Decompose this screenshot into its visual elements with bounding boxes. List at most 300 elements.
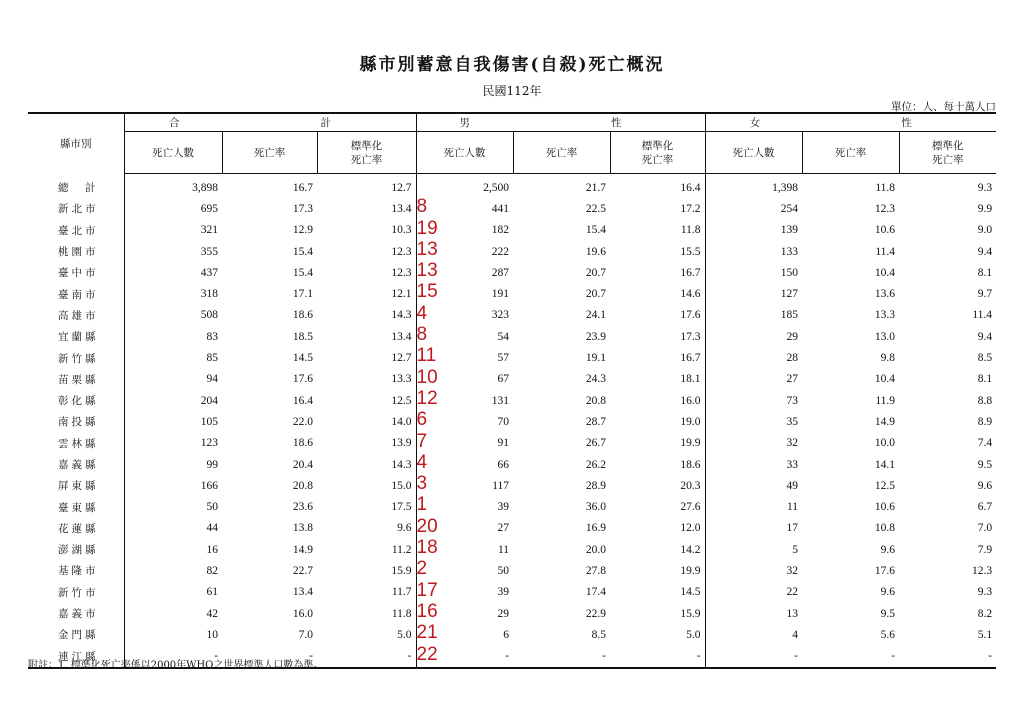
male-rate: 19.6: [585, 245, 607, 258]
male-std-rate: 16.0: [680, 394, 701, 407]
total-deaths: 85: [206, 352, 218, 365]
col-female-std-rate: 標準化 死亡率: [899, 132, 996, 174]
male-deaths: 27: [497, 522, 510, 535]
rank-annotation: 16: [416, 600, 438, 622]
total-deaths: 437: [200, 266, 218, 279]
male-deaths-cell: [416, 496, 513, 517]
table-row: [28, 518, 996, 539]
male-deaths-cell: [416, 451, 513, 475]
total-rate: 15.4: [292, 245, 313, 258]
rank-annotation: 2: [416, 558, 428, 580]
total-std-rate: 14.3: [391, 458, 412, 471]
male-deaths: 29: [497, 607, 510, 620]
rank-annotation: 7: [416, 430, 428, 452]
total-rate: 16.4: [292, 394, 313, 407]
male-deaths-cell: [416, 624, 513, 645]
male-deaths-cell: [416, 560, 513, 581]
total-deaths: 123: [200, 437, 218, 450]
male-std-rate: 15.9: [680, 607, 701, 620]
male-deaths: 91: [497, 437, 510, 450]
female-rate: 17.6: [874, 564, 896, 577]
female-deaths: 29: [705, 326, 802, 347]
rank-annotation: 11: [416, 345, 437, 367]
female-deaths: 133: [705, 241, 802, 262]
table-row: [28, 369, 996, 390]
male-std-rate: 14.6: [680, 288, 701, 301]
female-deaths: 35: [705, 411, 802, 432]
unit-label: 單位：人、每十萬人口: [891, 101, 996, 113]
total-std-rate: 12.7: [391, 181, 412, 194]
total-deaths: 50: [206, 501, 218, 514]
male-std-rate: 5.0: [686, 628, 701, 641]
county-name: 嘉義縣: [28, 454, 124, 475]
total-std-rate: 12.3: [391, 245, 412, 258]
male-rate: 22.5: [585, 202, 607, 215]
rank-annotation: 6: [416, 409, 428, 431]
male-rate: 15.4: [585, 224, 607, 237]
female-rate: 9.8: [880, 352, 896, 365]
male-deaths: 6: [503, 628, 510, 641]
group-header-total: 合 計: [124, 113, 416, 132]
col-total-rate: 死亡率: [222, 132, 317, 174]
table-row: [28, 283, 996, 304]
male-std-rate: -: [610, 646, 705, 668]
female-rate: 10.4: [874, 266, 896, 279]
total-rate: 14.5: [292, 352, 313, 365]
county-name: 高雄市: [28, 305, 124, 326]
total-rate: 17.6: [292, 373, 313, 386]
county-name: 總 計: [28, 174, 124, 199]
female-std-rate: -: [899, 646, 996, 668]
female-rate: 14.9: [874, 415, 896, 428]
total-std-rate: -: [317, 646, 416, 668]
total-deaths: 508: [200, 309, 218, 322]
female-deaths: 1,398: [705, 174, 802, 199]
total-deaths: 99: [206, 458, 218, 471]
male-rate: 24.3: [585, 373, 607, 386]
female-rate: 9.6: [880, 543, 896, 556]
rank-annotation: 21: [416, 622, 438, 644]
male-rate: 19.1: [585, 352, 607, 365]
male-rate: -: [513, 646, 610, 668]
county-name: 基隆市: [28, 560, 124, 581]
county-name: 屏東縣: [28, 475, 124, 496]
county-name: 連江縣: [28, 646, 124, 668]
male-deaths-cell: [416, 326, 513, 347]
male-deaths-cell: [416, 411, 513, 432]
female-rate: 11.4: [875, 245, 896, 258]
female-rate: 13.3: [874, 309, 896, 322]
total-deaths: 355: [200, 245, 218, 258]
rank-annotation: 10: [416, 366, 438, 388]
female-deaths: 5: [705, 539, 802, 560]
table-row: [28, 326, 996, 347]
female-std-rate: 8.1: [977, 373, 993, 386]
male-deaths-cell: [416, 475, 513, 496]
rank-annotation: 13: [416, 238, 438, 260]
male-deaths: 323: [491, 309, 510, 322]
male-deaths-cell: [416, 174, 513, 199]
male-deaths: 11: [497, 543, 510, 556]
male-rate: 22.9: [585, 607, 607, 620]
total-rate: 15.4: [292, 266, 313, 279]
total-rate: 18.6: [292, 309, 313, 322]
total-deaths: 16: [206, 543, 218, 556]
table-row: [28, 560, 996, 581]
rank-annotation: 22: [416, 643, 438, 665]
male-rate: 24.1: [585, 309, 607, 322]
female-std-rate: 6.7: [977, 501, 993, 514]
table-row: [28, 496, 996, 517]
female-deaths: 28: [705, 347, 802, 368]
female-deaths: 33: [705, 454, 802, 475]
total-rate: 16.0: [292, 607, 313, 620]
male-rate: 20.8: [585, 394, 607, 407]
male-rate: 27.8: [585, 564, 607, 577]
male-deaths-cell: [416, 283, 513, 304]
female-rate: -: [802, 646, 899, 668]
county-name: 金門縣: [28, 624, 124, 645]
county-name: 苗栗縣: [28, 369, 124, 390]
county-name: 澎湖縣: [28, 539, 124, 560]
male-deaths: 131: [491, 394, 510, 407]
total-rate: 20.4: [292, 458, 313, 471]
total-deaths: 42: [206, 607, 218, 620]
male-std-rate: 18.6: [680, 458, 701, 471]
male-std-rate: 11.8: [680, 224, 701, 237]
rank-annotation: 4: [416, 302, 428, 324]
male-rate: 8.5: [591, 628, 607, 641]
male-std-rate: 17.3: [680, 330, 701, 343]
male-rate: 20.7: [585, 266, 607, 279]
table-row: [28, 454, 996, 475]
female-deaths: 22: [705, 582, 802, 603]
total-rate: 13.8: [292, 522, 313, 535]
county-name: 新北市: [28, 198, 124, 219]
county-name: 臺南市: [28, 283, 124, 304]
female-rate: 11.9: [875, 394, 896, 407]
table-row: [28, 305, 996, 326]
female-std-rate: 9.4: [977, 245, 993, 258]
total-std-rate: 15.9: [391, 564, 412, 577]
rank-annotation: 8: [416, 324, 428, 346]
rank-annotation: 1: [416, 494, 428, 516]
male-deaths: 54: [497, 330, 510, 343]
county-name: 南投縣: [28, 411, 124, 432]
rank-annotation: 12: [416, 387, 438, 409]
male-rate: 17.4: [585, 586, 607, 599]
male-rate: 21.7: [585, 181, 607, 194]
table-row: [28, 220, 996, 241]
female-rate: 12.3: [874, 202, 896, 215]
female-std-rate: 5.1: [977, 628, 993, 641]
female-std-rate: 9.6: [977, 479, 993, 492]
county-name: 新竹市: [28, 582, 124, 603]
female-rate: 14.1: [874, 458, 896, 471]
male-rate: 26.7: [585, 437, 607, 450]
female-deaths: 185: [705, 305, 802, 326]
table-row: [28, 603, 996, 624]
male-deaths-cell: [416, 579, 513, 603]
male-std-rate: 18.1: [680, 373, 701, 386]
female-rate: 10.8: [874, 522, 896, 535]
female-deaths: 32: [705, 560, 802, 581]
table-body: [28, 174, 996, 668]
female-std-rate: 8.8: [977, 394, 993, 407]
female-deaths: 150: [705, 262, 802, 283]
total-std-rate: 13.3: [391, 373, 412, 386]
total-rate: 23.6: [292, 501, 313, 514]
female-std-rate: 9.4: [977, 330, 993, 343]
total-deaths: 94: [206, 373, 218, 386]
male-std-rate: 19.9: [680, 437, 701, 450]
total-rate: 18.6: [292, 437, 313, 450]
male-rate: 26.2: [585, 458, 607, 471]
table-row: [28, 624, 996, 645]
male-deaths: 222: [491, 245, 510, 258]
total-rate: 16.7: [292, 181, 313, 194]
total-deaths: 105: [200, 415, 218, 428]
male-std-rate: 12.0: [680, 522, 701, 535]
total-std-rate: 15.0: [391, 479, 412, 492]
total-deaths: 10: [206, 628, 218, 641]
male-deaths: 39: [497, 586, 510, 599]
male-deaths: 117: [492, 479, 510, 492]
county-name: 臺東縣: [28, 496, 124, 517]
female-deaths: 127: [705, 283, 802, 304]
male-deaths: 191: [491, 288, 510, 301]
total-deaths: 321: [200, 224, 218, 237]
page-subtitle: 民國112年: [482, 84, 542, 98]
table-row: [28, 390, 996, 411]
total-std-rate: 12.1: [391, 288, 412, 301]
female-std-rate: 8.1: [977, 266, 993, 279]
male-std-rate: 16.4: [680, 181, 701, 194]
rank-annotation: 8: [416, 196, 428, 218]
female-deaths: -: [705, 646, 802, 668]
female-std-rate: 8.2: [977, 607, 993, 620]
female-rate: 12.5: [874, 479, 896, 492]
total-deaths: 204: [200, 394, 218, 407]
female-rate: 10.0: [874, 437, 896, 450]
rank-annotation: 13: [416, 260, 438, 282]
total-deaths: -: [124, 646, 222, 668]
rank-annotation: 3: [416, 473, 428, 495]
female-std-rate: 7.4: [977, 437, 993, 450]
total-std-rate: 13.4: [391, 202, 412, 215]
total-rate: 18.5: [292, 330, 313, 343]
total-deaths: 695: [200, 202, 218, 215]
male-deaths: 66: [497, 458, 510, 471]
table-row: [28, 433, 996, 454]
col-male-std-rate: 標準化 死亡率: [610, 132, 705, 174]
table-row: [28, 241, 996, 262]
table-row: [28, 262, 996, 283]
male-std-rate: 14.2: [680, 543, 701, 556]
total-std-rate: 11.8: [391, 607, 412, 620]
rank-annotation: 19: [416, 217, 438, 239]
total-std-rate: 5.0: [397, 628, 412, 641]
rank-annotation: 20: [416, 515, 438, 537]
male-std-rate: 19.0: [680, 415, 701, 428]
male-deaths-cell: [416, 217, 513, 241]
male-std-rate: 16.7: [680, 266, 701, 279]
male-std-rate: 19.9: [680, 564, 701, 577]
total-std-rate: 12.7: [391, 352, 412, 365]
total-std-rate: 11.7: [391, 586, 412, 599]
female-rate: 9.5: [880, 607, 896, 620]
male-rate: 28.7: [585, 415, 607, 428]
male-deaths-cell: [416, 430, 513, 454]
male-std-rate: 16.7: [680, 352, 701, 365]
col-female-deaths: 死亡人數: [705, 132, 802, 174]
male-deaths-cell: [416, 643, 513, 668]
table-row: [28, 198, 996, 219]
total-deaths: 61: [206, 586, 218, 599]
total-std-rate: 13.9: [391, 437, 412, 450]
male-deaths: 70: [497, 415, 510, 428]
male-deaths: 67: [497, 373, 510, 386]
total-deaths: 318: [200, 288, 218, 301]
total-std-rate: 11.2: [391, 543, 412, 556]
male-deaths: 182: [491, 224, 510, 237]
female-rate: 11.8: [875, 181, 896, 194]
total-deaths: 83: [206, 330, 218, 343]
male-std-rate: 20.3: [680, 479, 701, 492]
female-deaths: 27: [705, 369, 802, 390]
male-deaths: 50: [497, 564, 510, 577]
county-name: 花蓮縣: [28, 518, 124, 539]
female-deaths: 13: [705, 603, 802, 624]
table-row: [28, 411, 996, 432]
female-std-rate: 9.5: [977, 458, 993, 471]
total-deaths: 3,898: [192, 181, 218, 194]
col-male-deaths: 死亡人數: [416, 132, 513, 174]
female-std-rate: 7.9: [977, 543, 993, 556]
total-rate: 13.4: [292, 586, 313, 599]
female-std-rate: 8.9: [977, 415, 993, 428]
female-deaths: 49: [705, 475, 802, 496]
col-male-rate: 死亡率: [513, 132, 610, 174]
male-rate: 20.7: [585, 288, 607, 301]
female-rate: 10.6: [874, 224, 896, 237]
table-row: [28, 475, 996, 496]
total-rate: 22.7: [292, 564, 313, 577]
male-deaths: 441: [491, 202, 510, 215]
male-deaths: 39: [497, 501, 510, 514]
male-rate: 20.0: [585, 543, 607, 556]
female-std-rate: 9.0: [977, 224, 993, 237]
male-std-rate: 27.6: [680, 501, 701, 514]
female-std-rate: 9.3: [977, 181, 993, 194]
female-std-rate: 8.5: [977, 352, 993, 365]
county-name: 嘉義市: [28, 603, 124, 624]
male-rate: 16.9: [585, 522, 607, 535]
female-rate: 10.6: [874, 501, 896, 514]
table-row: [28, 539, 996, 560]
female-rate: 9.6: [880, 586, 896, 599]
total-rate: 14.9: [292, 543, 313, 556]
total-std-rate: 10.3: [391, 224, 412, 237]
col-total-std-rate: 標準化 死亡率: [317, 132, 416, 174]
group-header-male: 男 性: [416, 113, 705, 132]
total-std-rate: 9.6: [397, 522, 412, 535]
total-deaths: 166: [200, 479, 218, 492]
total-rate: 12.9: [292, 224, 313, 237]
col-total-deaths: 死亡人數: [124, 132, 222, 174]
male-deaths-cell: [416, 238, 513, 262]
male-deaths-cell: [416, 515, 513, 539]
male-std-rate: 14.5: [680, 586, 701, 599]
female-std-rate: 9.7: [977, 288, 993, 301]
female-rate: 13.0: [874, 330, 896, 343]
female-std-rate: 7.0: [977, 522, 993, 535]
total-std-rate: 13.4: [391, 330, 412, 343]
total-std-rate: 14.3: [391, 309, 412, 322]
total-rate: 17.3: [292, 202, 313, 215]
male-deaths-cell: [416, 387, 513, 411]
male-std-rate: 17.6: [680, 309, 701, 322]
county-name: 宜蘭縣: [28, 326, 124, 347]
female-deaths: 4: [705, 624, 802, 645]
rank-annotation: 15: [416, 281, 438, 303]
male-rate: 23.9: [585, 330, 607, 343]
table-row: [28, 582, 996, 603]
male-deaths-cell: [416, 262, 513, 283]
female-deaths: 139: [705, 220, 802, 241]
female-deaths: 17: [705, 518, 802, 539]
total-rate: 17.1: [292, 288, 313, 301]
female-std-rate: 11.4: [972, 309, 993, 322]
female-rate: 5.6: [880, 628, 896, 641]
county-name: 彰化縣: [28, 390, 124, 411]
male-deaths: 2,500: [483, 181, 510, 194]
male-rate: 28.9: [585, 479, 607, 492]
male-std-rate: 15.5: [680, 245, 701, 258]
rank-annotation: 4: [416, 451, 428, 473]
county-name: 新竹縣: [28, 347, 124, 368]
total-std-rate: 12.5: [391, 394, 412, 407]
male-deaths-cell: [416, 198, 513, 219]
total-rate: 20.8: [292, 479, 313, 492]
footnote: 附註：1. 標準化死亡率係以2000年WHO之世界標準人口數為準。: [28, 660, 324, 671]
county-name: 雲林縣: [28, 433, 124, 454]
male-std-rate: 17.2: [680, 202, 701, 215]
total-rate: -: [222, 646, 317, 668]
statistics-table: [28, 112, 996, 669]
male-deaths-cell: [416, 539, 513, 560]
group-header-female: 女 性: [705, 113, 996, 132]
rank-annotation: 18: [416, 537, 438, 559]
county-name: 臺北市: [28, 220, 124, 241]
page-title: 縣市別蓄意自我傷害(自殺)死亡概況: [359, 55, 665, 75]
rank-annotation: 17: [416, 579, 438, 601]
total-std-rate: 12.3: [391, 266, 412, 279]
male-deaths: -: [505, 650, 510, 663]
county-column-header: 縣市別: [28, 113, 124, 174]
male-deaths-cell: [416, 600, 513, 624]
table-row: [28, 174, 996, 199]
female-std-rate: 9.3: [977, 586, 993, 599]
total-rate: 7.0: [298, 628, 313, 641]
total-deaths: 82: [206, 564, 218, 577]
male-deaths-cell: [416, 302, 513, 326]
table-row: [28, 347, 996, 368]
male-deaths-cell: [416, 366, 513, 390]
female-std-rate: 12.3: [971, 564, 993, 577]
female-std-rate: 9.9: [977, 202, 993, 215]
total-rate: 22.0: [292, 415, 313, 428]
